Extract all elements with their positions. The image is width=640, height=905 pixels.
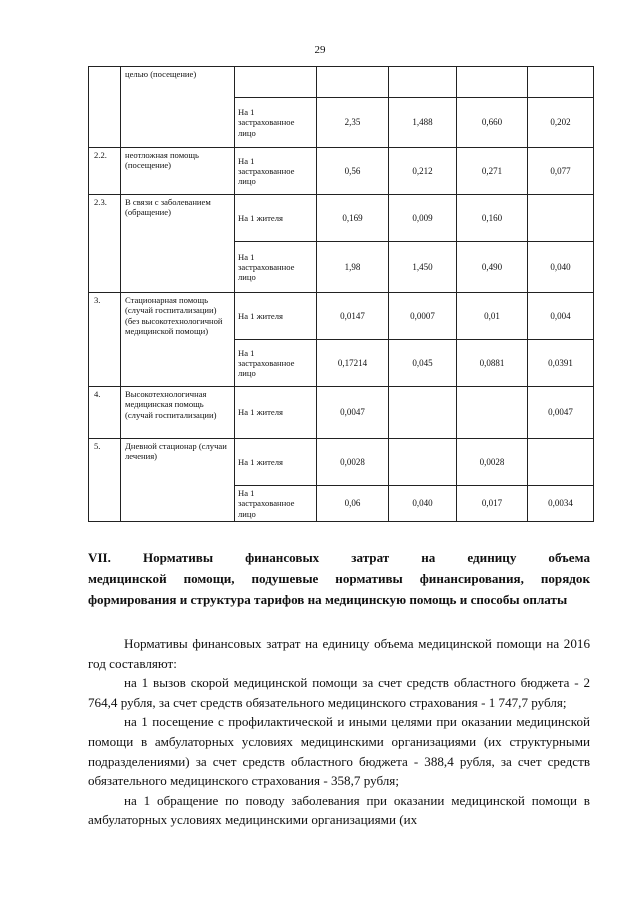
row-index-cell: 2.3. [89,195,121,293]
value-cell [317,67,389,98]
value-cell: 0,202 [528,98,594,148]
value-cell: 0,490 [457,242,528,293]
value-cell: 0,0007 [389,293,457,340]
value-cell: 0,0881 [457,340,528,387]
value-cell: 0,271 [457,148,528,195]
value-cell: 0,0047 [317,387,389,439]
norms-table [88,66,594,522]
value-cell [457,387,528,439]
unit-cell: На 1 застрахованное лицо [235,148,317,195]
paragraph-appeal: на 1 обращение по поводу заболевания при оказании медицинской помощи в амбулаторных условиях медицинскими организациями (их [88,792,590,828]
section-heading [88,547,590,610]
paragraph-ambulance: на 1 вызов скорой медицинской помощи за счет средств областного бюджета - 2 764,4 рубля, за счет средств обязательного медицинского страхования - 1 747,7 рубля; [88,675,590,710]
section-heading-rest: медицинской помощи, подушевые нормативы финансирования, порядок формирования и структура тарифов на медицинскую помощь и способы оплаты [88,571,590,607]
page-number: 29 [314,44,326,56]
value-cell: 1,488 [389,98,457,148]
value-cell: 0,06 [317,486,389,522]
unit-cell: На 1 жителя [235,387,317,439]
table-row [89,293,594,340]
value-cell: 0,040 [389,486,457,522]
care-type-cell: целью (посещение) [121,67,235,148]
unit-cell: На 1 жителя [235,195,317,242]
value-cell: 0,0047 [528,387,594,439]
value-cell: 0,169 [317,195,389,242]
value-cell: 0,17214 [317,340,389,387]
value-cell: 0,0028 [457,439,528,486]
value-cell [457,67,528,98]
value-cell [528,439,594,486]
body-text [88,634,590,830]
table-row [89,387,594,439]
value-cell: 0,660 [457,98,528,148]
value-cell [528,195,594,242]
value-cell: 0,045 [389,340,457,387]
unit-cell: На 1 застрахованное лицо [235,242,317,293]
unit-cell: На 1 застрахованное лицо [235,98,317,148]
unit-cell [235,67,317,98]
value-cell [528,67,594,98]
value-cell: 0,160 [457,195,528,242]
value-cell: 1,98 [317,242,389,293]
paragraph-visit: на 1 посещение с профилактической и иными целями при оказании медицинской помощи в амбулаторных условиях медицинскими организациями (их структурными подразделениями) за счет средств областного бюджета - 388,4 рубля, за счет средств обязательного медицинского страхования - 358,7 рубля; [88,714,590,789]
unit-cell: На 1 застрахованное лицо [235,340,317,387]
paragraph-intro: Нормативы финансовых затрат на единицу объема медицинской помощи на 2016 год составляют: [88,636,590,671]
row-index-cell: 4. [89,387,121,439]
value-cell: 0,0391 [528,340,594,387]
unit-cell: На 1 жителя [235,293,317,340]
care-type-cell: Стационарная помощь (случай госпитализации) (без высокотехнологичной медицинской помощи) [121,293,235,387]
value-cell: 0,009 [389,195,457,242]
value-cell: 1,450 [389,242,457,293]
value-cell: 0,56 [317,148,389,195]
value-cell [389,387,457,439]
table-row [89,439,594,486]
care-type-cell: Дневной стационар (случаи лечения) [121,439,235,522]
table-row [89,195,594,242]
value-cell: 2,35 [317,98,389,148]
value-cell: 0,0028 [317,439,389,486]
section-heading-line1: VII. Нормативы финансовых затрат на единицу объема [88,550,590,565]
row-index-cell: 2.2. [89,148,121,195]
value-cell: 0,0034 [528,486,594,522]
value-cell [389,67,457,98]
row-index-cell [89,67,121,148]
value-cell: 0,017 [457,486,528,522]
value-cell [389,439,457,486]
unit-cell: На 1 жителя [235,439,317,486]
care-type-cell: неотложная помощь (посещение) [121,148,235,195]
unit-cell: На 1 застрахованное лицо [235,486,317,522]
value-cell: 0,0147 [317,293,389,340]
table-row [89,67,594,98]
row-index-cell: 5. [89,439,121,522]
table-row [89,148,594,195]
value-cell: 0,01 [457,293,528,340]
value-cell: 0,077 [528,148,594,195]
care-type-cell: В связи с заболеванием (обращение) [121,195,235,293]
care-type-cell: Высокотехнологичная медицинская помощь (случай госпитализации) [121,387,235,439]
value-cell: 0,040 [528,242,594,293]
row-index-cell: 3. [89,293,121,387]
value-cell: 0,212 [389,148,457,195]
value-cell: 0,004 [528,293,594,340]
